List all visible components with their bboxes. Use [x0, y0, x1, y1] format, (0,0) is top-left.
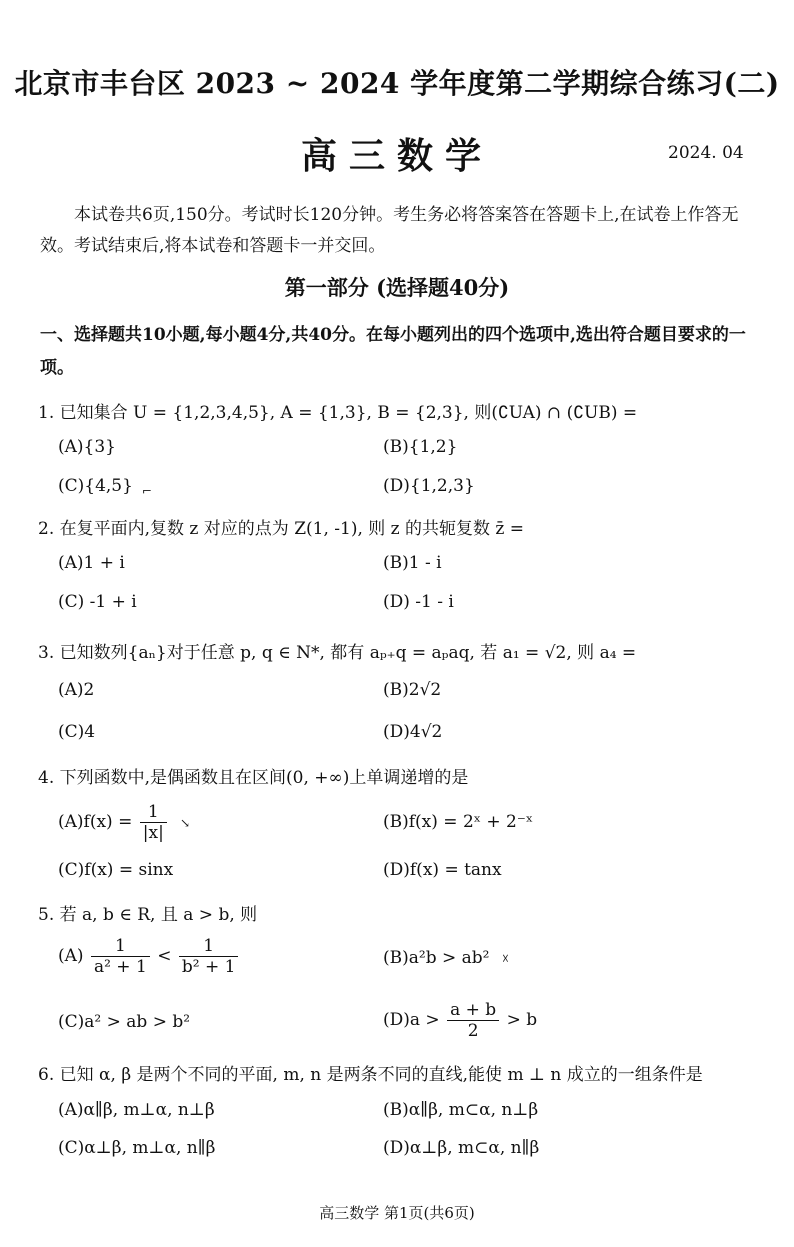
question-1-stem: 1. 已知集合 U = {1,2,3,4,5}, A = {1,3}, B = {2,3}, 则(∁UA) ∩ (∁UB) =	[38, 403, 638, 423]
question-3-stem: 3. 已知数列{aₙ}对于任意 p, q ∈ N*, 都有 aₚ₊q = aₚaq, 若 a₁ = √2, 则 a₄ =	[38, 643, 637, 663]
q4-option-b: (B)f(x) = 2ˣ + 2⁻ˣ	[383, 812, 534, 832]
fraction-numerator: 1	[114, 936, 126, 956]
q4-option-d: (D)f(x) = tanx	[383, 860, 502, 880]
question-2-stem: 2. 在复平面内,复数 z 对应的点为 Z(1, -1), 则 z 的共轭复数 z̄ =	[38, 519, 525, 539]
pen-mark: ⌐	[142, 484, 153, 498]
fraction-numerator: 1	[203, 936, 215, 956]
q6-option-d: (D)α⊥β, m⊂α, n∥β	[383, 1138, 540, 1158]
inequality-tail: > b	[506, 1010, 538, 1030]
q1-option-a: (A){3}	[58, 437, 116, 457]
question-5-stem: 5. 若 a, b ∈ R, 且 a > b, 则	[38, 905, 258, 925]
q5-option-a-fraction-1	[91, 936, 150, 977]
exam-date: 2024. 04	[668, 143, 744, 163]
q3-option-c: (C)4	[58, 722, 96, 742]
q5-option-a-label: (A)	[58, 946, 84, 966]
part-heading: 第一部分 (选择题40分)	[284, 275, 510, 300]
pen-mark: ↘	[180, 816, 191, 830]
question-6-stem: 6. 已知 α, β 是两个不同的平面, m, n 是两条不同的直线,能使 m ⊥ n 成立的一组条件是	[38, 1065, 703, 1085]
q5-option-b: (B)a²b > ab²	[383, 948, 490, 968]
exam-instructions: 本试卷共6页,150分。考试时长120分钟。考生务必将答案答在答题卡上,在试卷上作答无效。考试结束后,将本试卷和答题卡一并交回。	[40, 205, 739, 256]
q4-option-a-fraction	[140, 802, 167, 843]
q3-option-a: (A)2	[58, 680, 95, 700]
q5-option-d-label: (D)a >	[383, 1010, 440, 1030]
q6-option-b: (B)α∥β, m⊂α, n⊥β	[383, 1100, 539, 1120]
q4-option-a-label: (A)f(x) =	[58, 812, 133, 832]
page-footer: 高三数学 第1页(共6页)	[319, 1204, 475, 1222]
q5-option-d	[383, 1000, 537, 1041]
q3-option-d: (D)4√2	[383, 722, 443, 742]
exam-subject: 高三数学	[300, 135, 493, 177]
exam-title: 北京市丰台区 2023 ~ 2024 学年度第二学期综合练习(二)	[14, 67, 780, 100]
q5-option-d-fraction	[447, 1000, 499, 1041]
fraction-denominator: 2	[447, 1020, 499, 1041]
fraction-denominator: |x|	[140, 822, 167, 843]
q4-option-c: (C)f(x) = sinx	[58, 860, 174, 880]
q1-option-d: (D){1,2,3}	[383, 476, 475, 496]
fraction-numerator: a + b	[450, 1000, 497, 1020]
fraction-numerator: 1	[147, 802, 159, 822]
q6-option-a: (A)α∥β, m⊥α, n⊥β	[58, 1100, 215, 1120]
q6-option-c: (C)α⊥β, m⊥α, n∥β	[58, 1138, 216, 1158]
q5-option-c: (C)a² > ab > b²	[58, 1012, 191, 1032]
q2-option-c: (C) -1 + i	[58, 592, 137, 612]
section-instructions: 一、选择题共10小题,每小题4分,共40分。在每小题列出的四个选项中,选出符合题目要求的一项。	[40, 325, 746, 378]
q2-option-a: (A)1 + i	[58, 553, 125, 573]
fraction-denominator: b² + 1	[179, 956, 239, 977]
q3-option-b: (B)2√2	[383, 680, 442, 700]
question-4-stem: 4. 下列函数中,是偶函数且在区间(0, +∞)上单调递增的是	[38, 768, 469, 788]
fraction-denominator: a² + 1	[91, 956, 150, 977]
q1-option-c: (C){4,5}	[58, 476, 133, 496]
q1-option-b: (B){1,2}	[383, 437, 458, 457]
less-than-sign: <	[157, 946, 172, 966]
pen-mark: ☓	[502, 952, 509, 967]
q2-option-d: (D) -1 - i	[383, 592, 454, 612]
q2-option-b: (B)1 - i	[383, 553, 442, 573]
q5-option-a	[58, 936, 240, 977]
q5-option-a-fraction-2	[179, 936, 239, 977]
q4-option-a	[58, 802, 169, 843]
